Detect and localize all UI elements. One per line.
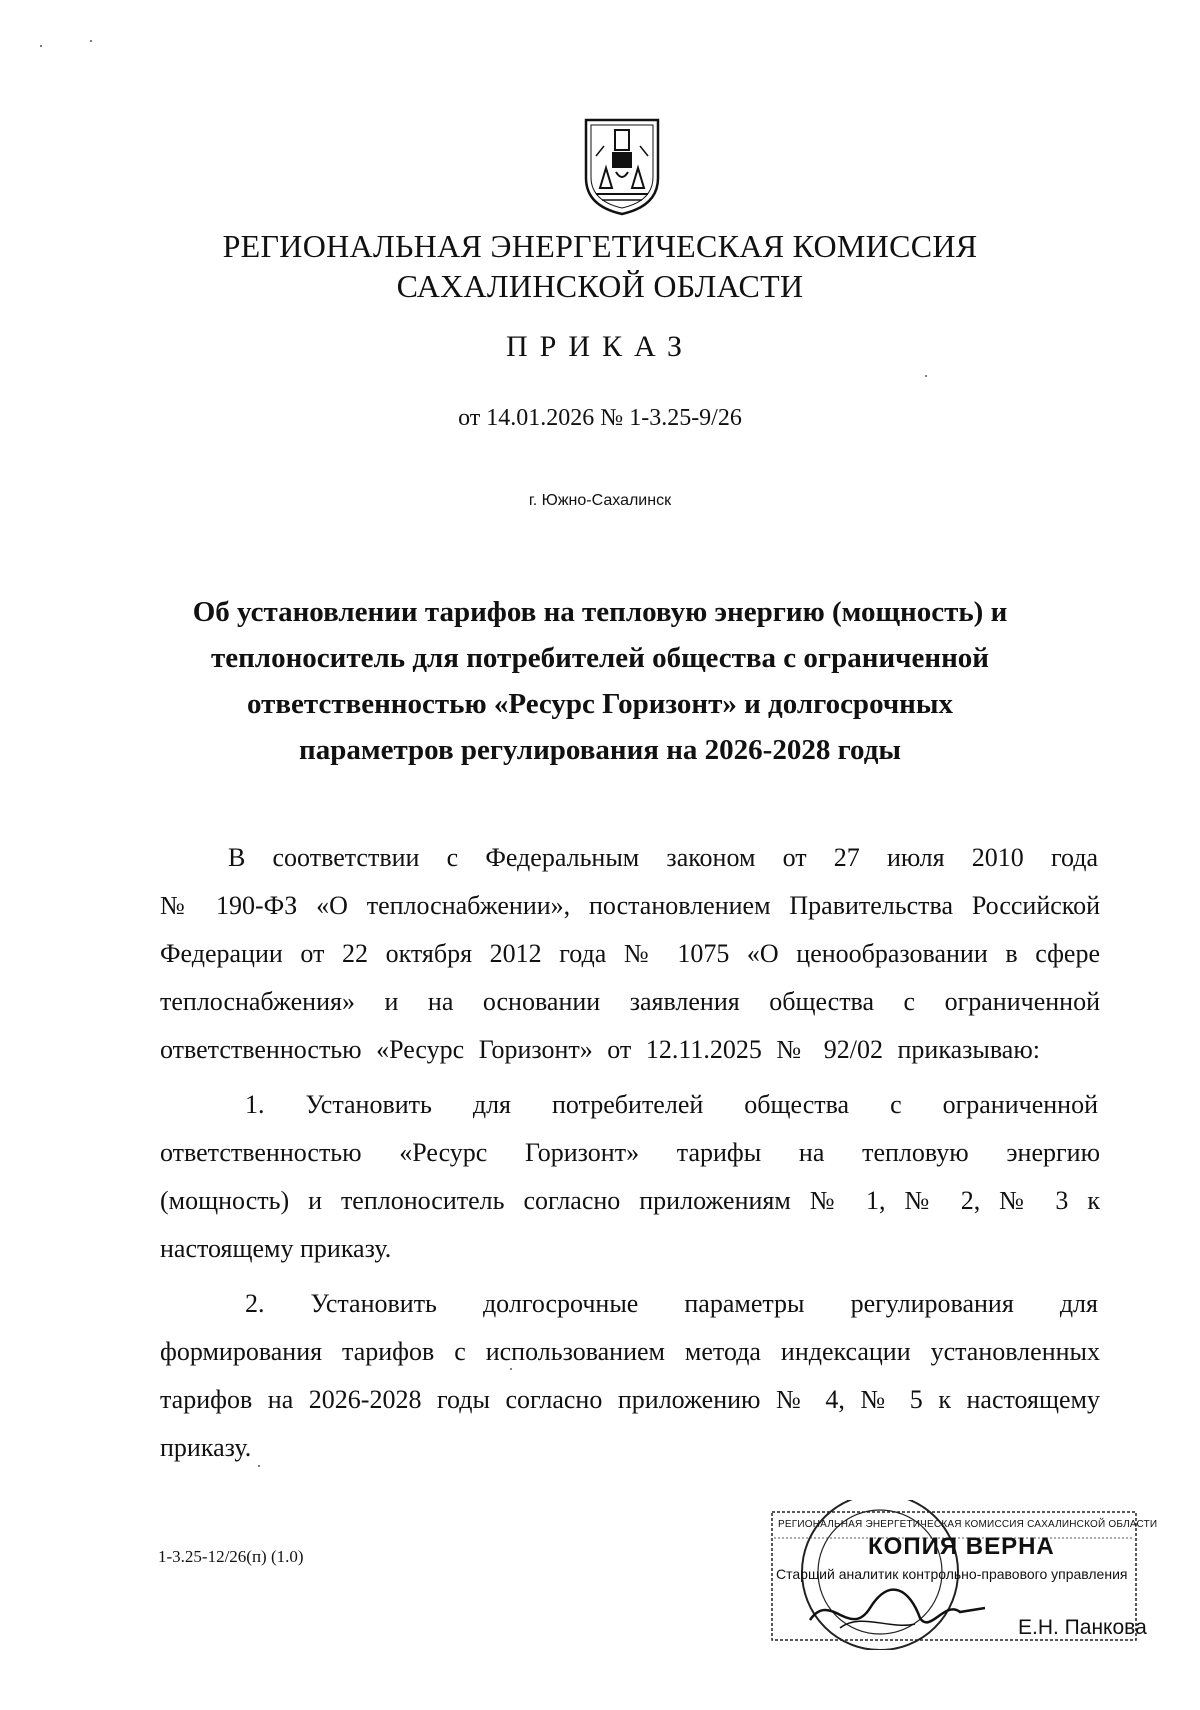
stamp-signer-name: Е.Н. Панкова <box>1018 1616 1147 1639</box>
subject-line3: ответственностью «Ресурс Горизонт» и долгосрочных <box>246 688 954 720</box>
stamp-org-name: РЕГИОНАЛЬНАЯ ЭНЕРГЕТИЧЕСКАЯ КОМИССИЯ САХАЛИНСКОЙ ОБЛАСТИ <box>778 1519 1158 1530</box>
item2-line2: формирования тарифов с использованием метода индексации установленных <box>160 1337 1100 1366</box>
order-date-number: от 14.01.2026 № 1-3.25-9/26 <box>458 405 742 431</box>
preamble-line5: ответственностью «Ресурс Горизонт» от 12.11.2025 № 92/02 приказываю: <box>160 1035 1040 1064</box>
scan-speck <box>90 40 92 42</box>
item2-line1: 2. Установить долгосрочные параметры регулирования для <box>245 1289 1098 1318</box>
subject-line2: теплоноситель для потребителей общества с ограниченной <box>210 642 989 674</box>
org-name-line1: РЕГИОНАЛЬНАЯ ЭНЕРГЕТИЧЕСКАЯ КОМИССИЯ <box>222 228 978 264</box>
preamble-line4: теплоснабжения» и на основании заявления общества с ограниченной <box>160 987 1100 1016</box>
document-registry-code: 1-3.25-12/26(п) (1.0) <box>158 1547 304 1566</box>
order-city: г. Южно-Сахалинск <box>528 492 672 509</box>
subject-line4: параметров регулирования на 2026-2028 годы <box>298 734 902 766</box>
item1-line1: 1. Установить для потребителей общества с ограниченной <box>245 1090 1098 1119</box>
scan-speck <box>925 375 927 377</box>
item2-line4: приказу. <box>160 1433 252 1462</box>
item1-line3: (мощность) и теплоноситель согласно приложениям № 1, № 2, № 3 к <box>160 1186 1100 1215</box>
preamble-line2: № 190-ФЗ «О теплоснабжении», постановлением Правительства Российской <box>160 891 1100 920</box>
order-title: ПРИКАЗ <box>506 330 694 363</box>
item2-line3: тарифов на 2026-2028 годы согласно приложению № 4, № 5 к настоящему <box>160 1385 1100 1414</box>
item1-line2: ответственностью «Ресурс Горизонт» тарифы на тепловую энергию <box>160 1138 1100 1167</box>
subject-line1: Об установлении тарифов на тепловую энергию (мощность) и <box>192 596 1008 628</box>
item1-line4: настоящему приказу. <box>160 1234 392 1263</box>
org-name-line2: САХАЛИНСКОЙ ОБЛАСТИ <box>396 268 804 304</box>
preamble-line3: Федерации от 22 октября 2012 года № 1075 «О ценообразовании в сфере <box>160 939 1100 968</box>
scan-speck <box>40 45 42 47</box>
preamble-line1: В соответствии с Федеральным законом от 27 июля 2010 года <box>228 843 1098 872</box>
coat-of-arms-icon <box>582 116 662 216</box>
stamp-signer-position: Старший аналитик контрольно-правового управления <box>776 1566 1128 1582</box>
stamp-copy-title: КОПИЯ ВЕРНА <box>868 1533 1055 1560</box>
